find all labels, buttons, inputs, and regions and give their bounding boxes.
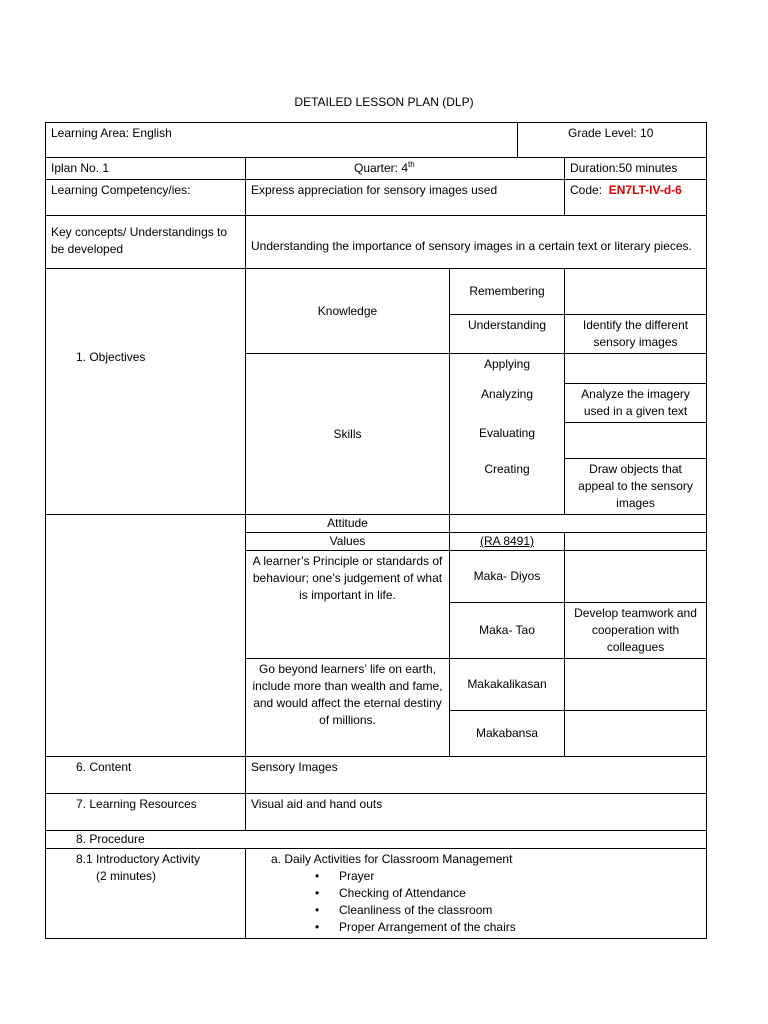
key-concepts-value: Understanding the importance of sensory images in a certain text or literary pieces. bbox=[246, 216, 707, 269]
level-understanding: Understanding bbox=[450, 315, 565, 354]
level-evaluating: Evaluating bbox=[450, 423, 565, 459]
competency-value: Express appreciation for sensory images used bbox=[246, 180, 565, 216]
ra-blank bbox=[565, 533, 707, 551]
knowledge-label: Knowledge bbox=[246, 269, 450, 354]
learning-area: Learning Area: English bbox=[46, 123, 518, 158]
procedure-label: 8. Procedure bbox=[46, 831, 707, 849]
level-understanding-desc: Identify the different sensory images bbox=[565, 315, 707, 354]
objectives-blank bbox=[46, 515, 246, 757]
grade-level: Grade Level: 10 bbox=[518, 123, 707, 158]
page-title: DETAILED LESSON PLAN (DLP) bbox=[294, 95, 474, 109]
resources-value: Visual aid and hand outs bbox=[246, 794, 707, 831]
intro-heading: a. Daily Activities for Classroom Management bbox=[271, 852, 513, 866]
level-creating: Creating bbox=[450, 459, 565, 515]
values-label: Values bbox=[246, 533, 450, 551]
ra-number: (RA 8491) bbox=[450, 533, 565, 551]
level-remembering: Remembering bbox=[450, 269, 565, 315]
value-maka-tao-desc: Develop teamwork and cooperation with colleagues bbox=[565, 603, 707, 659]
value-maka-diyos: Maka- Diyos bbox=[450, 551, 565, 603]
level-applying-desc bbox=[565, 354, 707, 384]
level-applying: Applying bbox=[450, 354, 565, 384]
value-makabansa: Makabansa bbox=[450, 711, 565, 757]
lesson-plan-table bbox=[45, 157, 707, 939]
list-item: • Proper Arrangement of the chairs bbox=[339, 919, 701, 936]
competency-label: Learning Competency/ies: bbox=[46, 180, 246, 216]
content-label: 6. Content bbox=[46, 757, 246, 794]
values-desc-2: Go beyond learners’ life on earth, include more than wealth and fame, and would affect the eternal destiny of millions. bbox=[246, 659, 450, 757]
level-creating-desc: Draw objects that appeal to the sensory images bbox=[565, 459, 707, 515]
list-item: • Checking of Attendance bbox=[339, 885, 701, 902]
value-makabansa-desc bbox=[565, 711, 707, 757]
level-evaluating-desc bbox=[565, 423, 707, 459]
key-concepts-label: Key concepts/ Understandings to be developed bbox=[46, 216, 246, 269]
intro-content bbox=[246, 849, 707, 939]
attitude-label: Attitude bbox=[246, 515, 450, 533]
code-value: EN7LT-IV-d-6 bbox=[608, 183, 682, 197]
skills-label: Skills bbox=[246, 354, 450, 515]
attitude-value bbox=[450, 515, 707, 533]
level-analyzing: Analyzing bbox=[450, 384, 565, 423]
value-maka-tao: Maka- Tao bbox=[450, 603, 565, 659]
list-item: • Prayer bbox=[339, 868, 701, 885]
value-makakalikasan-desc bbox=[565, 659, 707, 711]
content-value: Sensory Images bbox=[246, 757, 707, 794]
list-item: • Cleanliness of the classroom bbox=[339, 902, 701, 919]
iplan-number: Iplan No. 1 bbox=[46, 158, 246, 180]
code: Code: EN7LT-IV-d-6 bbox=[565, 180, 707, 216]
quarter: Quarter: 4th bbox=[246, 158, 565, 180]
resources-label: 7. Learning Resources bbox=[46, 794, 246, 831]
value-maka-diyos-desc bbox=[565, 551, 707, 603]
values-desc-1: A learner’s Principle or standards of behaviour; one’s judgement of what is important in life. bbox=[246, 551, 450, 659]
intro-list bbox=[251, 868, 701, 936]
level-remembering-desc bbox=[565, 269, 707, 315]
level-analyzing-desc: Analyze the imagery used in a given text bbox=[565, 384, 707, 423]
intro-time: (2 minutes) bbox=[96, 869, 157, 883]
intro-label-cell bbox=[46, 849, 246, 939]
value-makakalikasan: Makakalikasan bbox=[450, 659, 565, 711]
header-table bbox=[45, 122, 707, 158]
intro-label: 8.1 Introductory Activity bbox=[76, 852, 201, 866]
objectives-label: 1. Objectives bbox=[46, 269, 246, 515]
duration: Duration:50 minutes bbox=[565, 158, 707, 180]
